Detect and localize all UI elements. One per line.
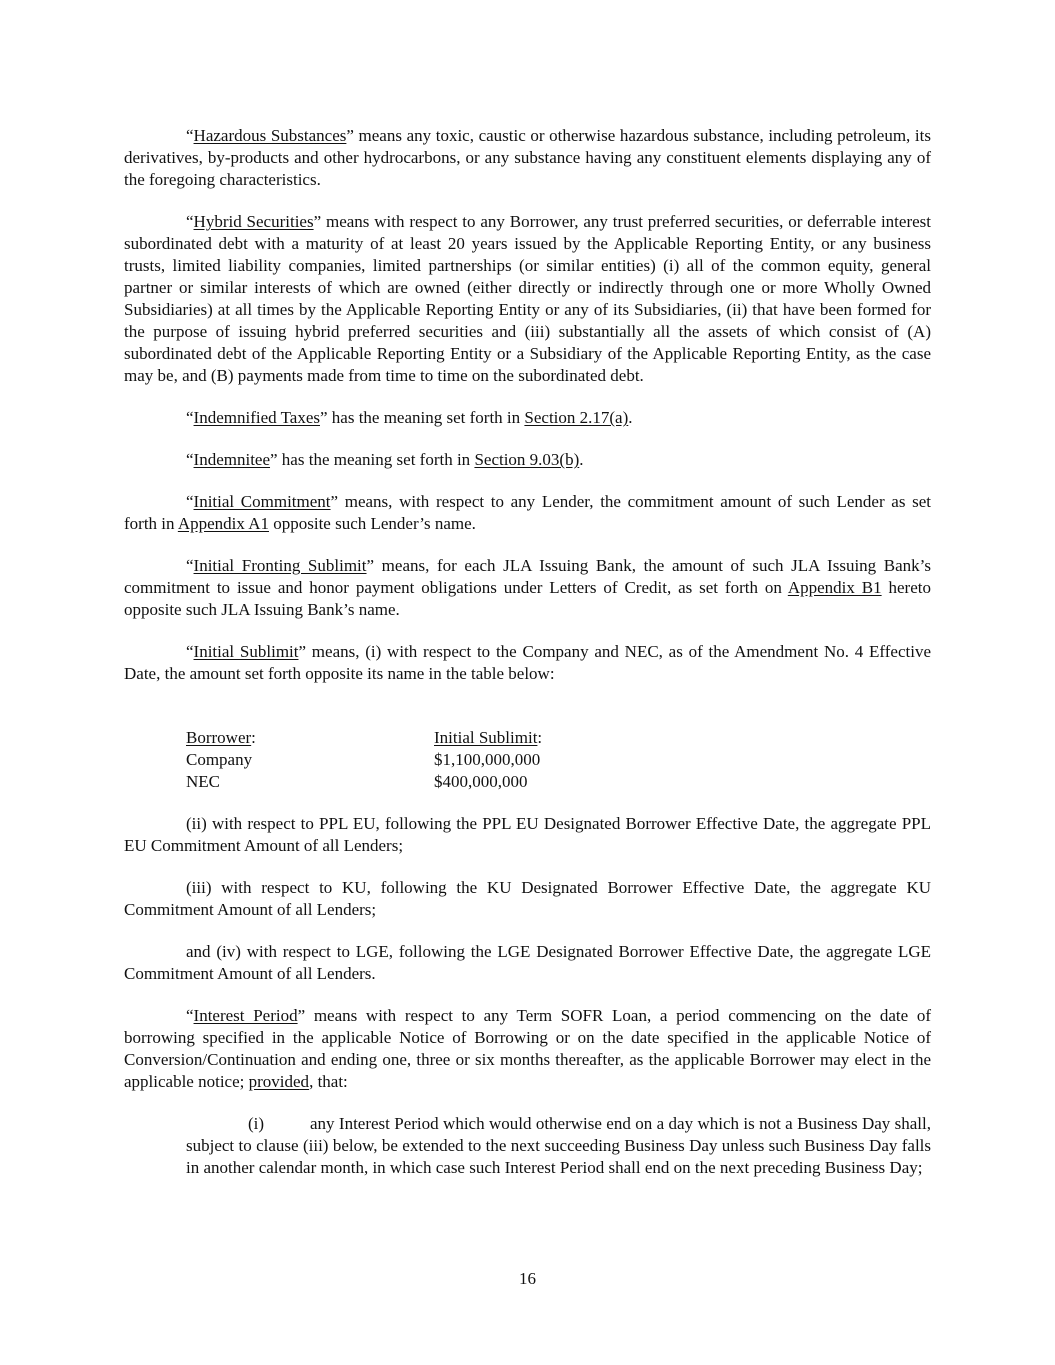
borrower-cell: NEC [186, 772, 220, 791]
borrower-cell: Company [186, 750, 253, 769]
appendix-reference: Appendix B1 [787, 578, 882, 597]
defined-term: Initial Commitment [193, 492, 331, 511]
provided-term: provided [248, 1072, 310, 1091]
sublimit-clause-iv: and (iv) with respect to LGE, following the LGE Designated Borrower Effective Date, the aggregate LGE Commitment Amount of all Lenders. [124, 942, 931, 983]
interest-period-clause-i [186, 1113, 931, 1179]
definition-text: ” means with respect to any Borrower, any trust preferred securities, or deferrable interest subordinated debt with a maturity of at least 20 years issued by the Applicable Reporting Entity, or any business trusts, limited liability companies, limited partnerships (or similar entities) (i) all of the common equity, general partner or similar interests of which are owned (either directly or indirectly through one or more Wholly Owned Subsidiaries) at all times by the Applicable Reporting Entity or any of its Subsidiaries, (ii) that have been formed for the purpose of issuing hybrid preferred securities and (iii) substantially all the assets of which consist of (A) subordinated debt of the Applicable Reporting Entity or a Subsidiary of the Applicable Reporting Entity, as the case may be, and (B) payments made from time to time on the subordinated debt. [124, 212, 931, 385]
definition-indemnitee: “Indemnitee” has the meaning set forth in Section 9.03(b). [186, 450, 584, 469]
definition-text: ” means any toxic, caustic or otherwise hazardous substance, including petroleum, its derivatives, by-products and other hydrocarbons, or any substance having any constituent elements displaying any of the foregoing characteristics. [124, 126, 931, 189]
definition-indemnified-taxes: “Indemnified Taxes” has the meaning set forth in Section 2.17(a). [186, 408, 633, 427]
section-reference: Section 9.03(b) [474, 450, 580, 469]
definition-interest-period: “Interest Period” means with respect to any Term SOFR Loan, a period commencing on the date of borrowing specified in the applicable Notice of Borrowing or on the date specified in the applicable Notice of Conversion/Continuation and ending one, three or six months thereafter, as the applicable Borrower may elect in the applicable notice; provided, that: [124, 1006, 931, 1091]
definition-hazardous-substances: “Hazardous Substances” means any toxic, caustic or otherwise hazardous substance, including petroleum, its derivatives, by-products and other hydrocarbons, or any substance having any constituent elements displaying any of the foregoing characteristics. [124, 126, 931, 189]
defined-term: Indemnitee [193, 450, 271, 469]
table-row [186, 771, 542, 793]
defined-term: Interest Period [193, 1006, 298, 1025]
appendix-reference: Appendix A1 [177, 514, 269, 533]
sublimit-clause-iii: (iii) with respect to KU, following the KU Designated Borrower Effective Date, the aggregate KU Commitment Amount of all Lenders; [124, 878, 931, 919]
definition-initial-fronting-sublimit: “Initial Fronting Sublimit” means, for each JLA Issuing Bank, the amount of such JLA Issuing Bank’s commitment to issue and honor payment obligations under Letters of Credit, as set forth on Appendix B1 hereto opposite such JLA Issuing Bank’s name. [124, 556, 931, 619]
defined-term: Initial Fronting Sublimit [193, 556, 367, 575]
defined-term: Initial Sublimit [193, 642, 299, 661]
defined-term: Hazardous Substances [193, 126, 347, 145]
sublimit-table [186, 727, 542, 793]
defined-term: Indemnified Taxes [193, 408, 320, 427]
definition-hybrid-securities: “Hybrid Securities” means with respect to any Borrower, any trust preferred securities, or deferrable interest subordinated debt with a maturity of at least 20 years issued by the Applicable Reporting Entity, or any business trusts, limited liability companies, limited partnerships (or similar entities) (i) all of the common equity, general partner or similar interests of which are owned (either directly or indirectly through one or more Wholly Owned Subsidiaries) at all times by the Applicable Reporting Entity or any of its Subsidiaries, (ii) that have been formed for the purpose of issuing hybrid preferred securities and (iii) substantially all the assets of which consist of (A) subordinated debt of the Applicable Reporting Entity or a Subsidiary of the Applicable Reporting Entity, as the case may be, and (B) payments made from time to time on the subordinated debt. [124, 212, 931, 385]
page-number: 16 [519, 1269, 536, 1288]
defined-term: Hybrid Securities [193, 212, 314, 231]
table-header-row [186, 727, 542, 749]
table-header-cell: Initial Sublimit: [434, 728, 543, 747]
section-reference: Section 2.17(a) [524, 408, 629, 427]
document-page [124, 125, 931, 1179]
table-row [186, 749, 542, 771]
definition-initial-sublimit: “Initial Sublimit” means, (i) with respect to the Company and NEC, as of the Amendment No. 4 Effective Date, the amount set forth opposite its name in the table below: [124, 642, 931, 683]
definition-text: ” means, (i) with respect to the Company and NEC, as of the Amendment No. 4 Effective Date, the amount set forth opposite its name in the table below: [124, 642, 931, 683]
definition-initial-commitment: “Initial Commitment” means, with respect to any Lender, the commitment amount of such Lender as set forth in Appendix A1 opposite such Lender’s name. [124, 492, 931, 533]
table-header-cell: Borrower: [186, 728, 256, 747]
clause-number: (i) [248, 1114, 265, 1133]
sublimit-clause-ii: (ii) with respect to PPL EU, following the PPL EU Designated Borrower Effective Date, the aggregate PPL EU Commitment Amount of all Lenders; [124, 814, 931, 855]
clause-text: any Interest Period which would otherwise end on a day which is not a Business Day shall, subject to clause (iii) below, be extended to the next succeeding Business Day unless such Business Day falls in another calendar month, in which case such Interest Period shall end on the next preceding Business Day; [186, 1114, 931, 1177]
amount-cell: $1,100,000,000 [434, 750, 541, 769]
amount-cell: $400,000,000 [434, 772, 528, 791]
